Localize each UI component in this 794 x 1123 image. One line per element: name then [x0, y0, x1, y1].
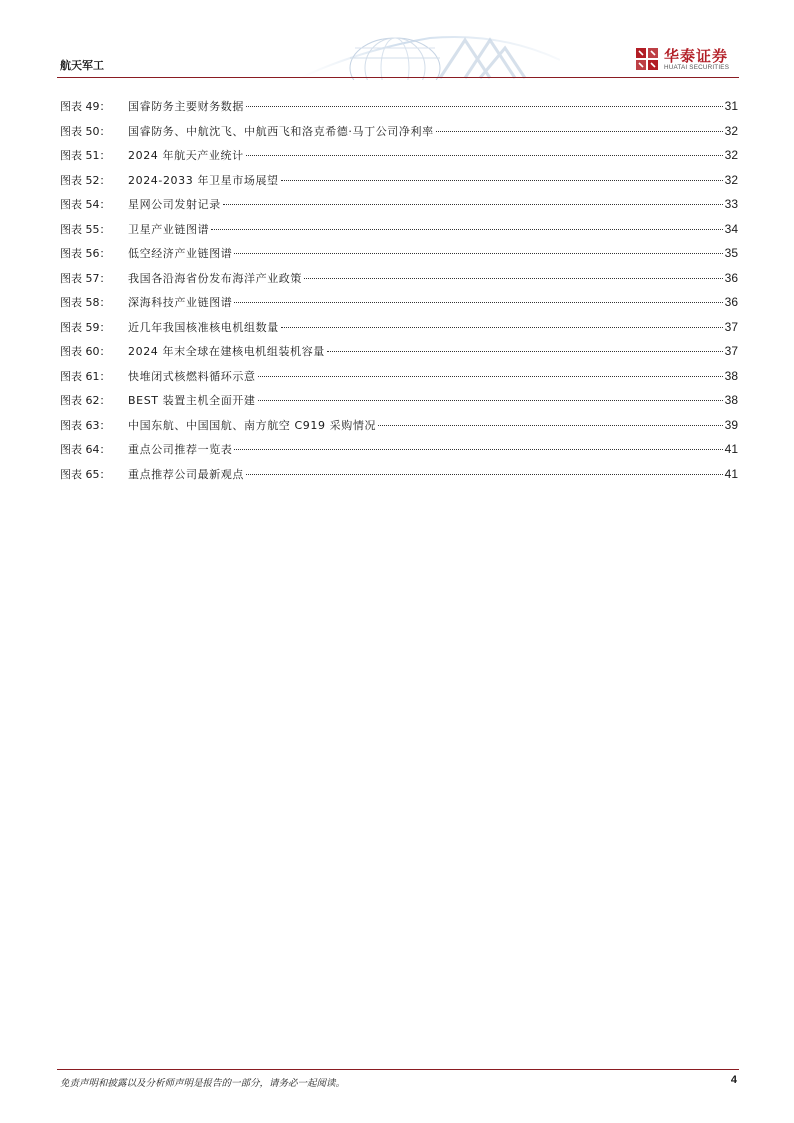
- toc-entry[interactable]: [60, 143, 738, 168]
- toc-entry-label: 图表 63：: [60, 418, 111, 432]
- footer-divider: [57, 1069, 739, 1070]
- toc-leader-dots: [211, 228, 722, 230]
- toc-entry-title: 快堆闭式核燃料循环示意: [128, 369, 256, 383]
- toc-entry-page: 37: [724, 319, 738, 334]
- huatai-logo-icon: [634, 46, 660, 72]
- toc-leader-dots: [234, 448, 722, 450]
- toc-entry[interactable]: [60, 364, 738, 389]
- toc-leader-dots: [281, 179, 723, 181]
- toc-leader-dots: [327, 350, 723, 352]
- toc-entry-label: 图表 54：: [60, 198, 111, 211]
- toc-entry-page: 32: [724, 148, 738, 162]
- toc-entry-title: 星网公司发射记录: [128, 198, 221, 211]
- toc-entry-title: 国睿防务、中航沈飞、中航西飞和洛克希德·马丁公司净利率: [128, 124, 434, 138]
- header-divider: [57, 77, 739, 78]
- toc-entry-title: BEST 装置主机全面开建: [128, 394, 256, 407]
- toc-entry-label: 图表 56：: [60, 247, 111, 260]
- page-number: 4: [730, 1074, 737, 1086]
- logo-text-cn: 华泰证券: [664, 47, 729, 65]
- toc-entry-page: 38: [724, 393, 738, 407]
- toc-leader-dots: [246, 105, 723, 107]
- toc-entry-label: 图表 51：: [60, 149, 111, 162]
- toc-entry-title: 中国东航、中国国航、南方航空 C919 采购情况: [128, 418, 377, 432]
- toc-entry[interactable]: [60, 192, 738, 217]
- toc-entry-title: 重点推荐公司最新观点: [128, 467, 244, 481]
- toc-leader-dots: [258, 399, 723, 401]
- toc-entry-title: 重点公司推荐一览表: [128, 443, 233, 456]
- toc-leader-dots: [258, 375, 723, 377]
- toc-leader-dots: [234, 301, 722, 303]
- footer-disclaimer: 免责声明和披露以及分析师声明是报告的一部分，请务必一起阅读。: [60, 1078, 346, 1089]
- toc-entry-page: 35: [724, 246, 738, 260]
- toc-entry-title: 2024-2033 年卫星市场展望: [128, 173, 279, 187]
- globe-graphic: [300, 30, 560, 80]
- toc-entry[interactable]: [60, 217, 738, 242]
- toc-leader-dots: [246, 154, 723, 156]
- toc-leader-dots: [378, 424, 723, 426]
- toc-entry[interactable]: [60, 388, 738, 413]
- toc-entry-page: 38: [724, 368, 738, 383]
- toc-entry-page: 32: [724, 172, 738, 187]
- toc-entry-label: 图表 61：: [60, 369, 111, 383]
- toc-entry-title: 国睿防务主要财务数据: [128, 100, 244, 113]
- toc-entry-page: 33: [724, 197, 738, 211]
- toc-entry-label: 图表 50：: [60, 124, 111, 138]
- toc-entry[interactable]: [60, 119, 738, 144]
- toc-leader-dots: [246, 473, 723, 475]
- toc-entry-page: 36: [724, 295, 738, 309]
- toc-entry[interactable]: [60, 462, 738, 487]
- toc-entry-page: 41: [724, 466, 738, 481]
- toc-leader-dots: [223, 203, 723, 205]
- toc-entry-title: 我国各沿海省份发布海洋产业政策: [128, 271, 302, 285]
- toc-entry-page: 31: [724, 99, 738, 113]
- toc-entry-label: 图表 57：: [60, 271, 111, 285]
- toc-entry-page: 41: [724, 442, 738, 456]
- toc-leader-dots: [234, 252, 722, 254]
- toc-entry-page: 34: [724, 221, 738, 236]
- page-header: [0, 0, 794, 80]
- toc-entry-page: 37: [724, 344, 738, 358]
- toc-entry-label: 图表 58：: [60, 296, 111, 309]
- toc-leader-dots: [436, 130, 723, 132]
- toc-entry[interactable]: [60, 241, 738, 266]
- toc-leader-dots: [304, 277, 723, 279]
- toc-entry-title: 低空经济产业链图谱: [128, 247, 233, 260]
- toc-entry-label: 图表 65：: [60, 467, 111, 481]
- toc-entry-page: 36: [724, 270, 738, 285]
- toc-entry-label: 图表 59：: [60, 320, 111, 334]
- toc-entry[interactable]: [60, 94, 738, 119]
- toc-entry[interactable]: [60, 266, 738, 291]
- toc-entry-label: 图表 55：: [60, 222, 111, 236]
- toc-entry-title: 深海科技产业链图谱: [128, 296, 233, 309]
- toc-entry[interactable]: [60, 168, 738, 193]
- toc-entry[interactable]: [60, 413, 738, 438]
- toc-entry-label: 图表 52：: [60, 173, 111, 187]
- toc-entry-label: 图表 62：: [60, 394, 111, 407]
- toc-entry-page: 39: [724, 417, 738, 432]
- toc-entry-label: 图表 64：: [60, 443, 111, 456]
- toc-entry-title: 近几年我国核准核电机组数量: [128, 320, 279, 334]
- toc-entry-page: 32: [724, 123, 738, 138]
- toc-entry[interactable]: [60, 315, 738, 340]
- toc-entry[interactable]: [60, 339, 738, 364]
- section-label: 航天军工: [60, 59, 104, 72]
- toc-entry-title: 2024 年航天产业统计: [128, 149, 244, 162]
- figure-index-list: [60, 94, 738, 486]
- huatai-logo: [634, 46, 744, 74]
- toc-entry-title: 卫星产业链图谱: [128, 222, 210, 236]
- logo-text-en: HUATAI SECURITIES: [664, 64, 730, 71]
- toc-entry-label: 图表 60：: [60, 345, 111, 358]
- toc-entry-title: 2024 年末全球在建核电机组装机容量: [128, 345, 325, 358]
- toc-entry[interactable]: [60, 290, 738, 315]
- toc-entry[interactable]: [60, 437, 738, 462]
- toc-entry-label: 图表 49：: [60, 100, 111, 113]
- toc-leader-dots: [281, 326, 723, 328]
